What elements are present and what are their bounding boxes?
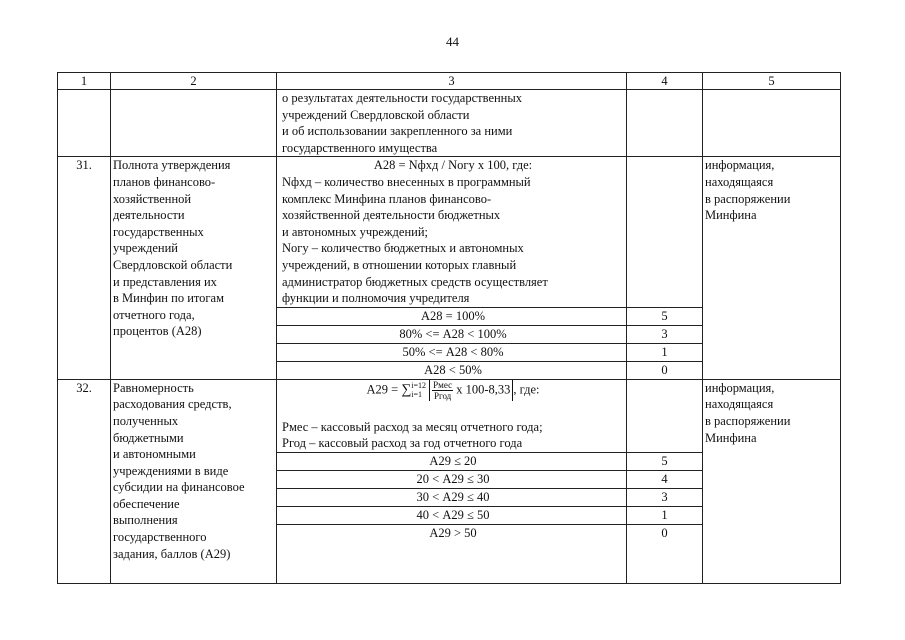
absolute-value-bars: $\frac{\text{Рмес}}{\text{Ргод}}$ x 100-8,33 [429, 380, 513, 401]
score-value: 1 [627, 506, 703, 524]
score-condition: А29 > 50 [277, 524, 627, 583]
score-condition: 50% <= А28 < 80% [277, 343, 627, 361]
row-32-number: 32. [58, 379, 111, 583]
header-col-2: 2 [111, 73, 277, 90]
row-31-indicator-name: Полнота утверждения планов финансово- хозяйственной деятельности государственных учреждений Свердловской области и представления их в Минфин по итогам отчетного года, процентов (А28) [111, 157, 277, 379]
score-value: 3 [627, 488, 703, 506]
indicators-table [57, 72, 841, 584]
score-condition: 40 < А29 ≤ 50 [277, 506, 627, 524]
score-condition: А28 < 50% [277, 361, 627, 379]
score-value: 4 [627, 470, 703, 488]
score-value: 0 [627, 361, 703, 379]
score-condition: А28 = 100% [277, 307, 627, 325]
row-32-formula: А29 = ∑ i=12 i=1 $\frac{\text{Рмес}}{\text{Ргод}}$ x 100-8,33 , где: [366, 379, 540, 401]
row-32-formula-cell: А29 = ∑ i=12 i=1 $\frac{\text{Рмес}}{\text{Ргод}}$ x 100-8,33 , где: Рмес – кассовый расход за месяц отчетного года; Ргод – кассовый расход за год отчетного года [277, 379, 627, 452]
sum-symbol: ∑ [401, 382, 412, 398]
score-value: 5 [627, 452, 703, 470]
score-value: 5 [627, 307, 703, 325]
score-value: 1 [627, 343, 703, 361]
continuation-text: о результатах деятельности государственных учреждений Свердловской области и об использовании закрепленного за ними государственного имущества [277, 90, 627, 157]
header-col-3: 3 [277, 73, 627, 90]
row-31-number: 31. [58, 157, 111, 379]
header-row [58, 73, 841, 90]
score-condition: А29 ≤ 20 [277, 452, 627, 470]
page-number: 44 [446, 34, 459, 49]
row-31-source: информация, находящаяся в распоряжении Минфина [703, 157, 841, 379]
row-32-main [58, 379, 841, 452]
fraction: $\frac{\text{Рмес}}{\text{Ргод}}$ [433, 379, 453, 401]
row-31-formula-cell: А28 = Nфхд / Nогу x 100, где: Nфхд – количество внесенных в программный комплекс Минфина планов финансово- хозяйственной деятельности бюджетных и автономных учреждений; Nогу – количество бюджетных и автономных учреждений, в отношении которых главный администратор бюджетных средств осуществляет функции и полномочия учредителя [277, 157, 627, 307]
row-32-source: информация, находящаяся в распоряжении Минфина [703, 379, 841, 583]
row-31-main [58, 157, 841, 307]
score-condition: 80% <= А28 < 100% [277, 325, 627, 343]
score-condition: 30 < А29 ≤ 40 [277, 488, 627, 506]
score-value: 3 [627, 325, 703, 343]
score-value: 0 [627, 524, 703, 583]
header-col-1: 1 [58, 73, 111, 90]
row-31-formula: А28 = Nфхд / Nогу x 100, где: [373, 158, 533, 173]
score-condition: 20 < А29 ≤ 30 [277, 470, 627, 488]
header-col-4: 4 [627, 73, 703, 90]
continuation-row [58, 90, 841, 157]
header-col-5: 5 [703, 73, 841, 90]
row-32-indicator-name: Равномерность расходования средств, полученных бюджетными и автономными учреждениями в виде субсидии на финансовое обеспечение выполнения государственного задания, баллов (А29) [111, 379, 277, 583]
